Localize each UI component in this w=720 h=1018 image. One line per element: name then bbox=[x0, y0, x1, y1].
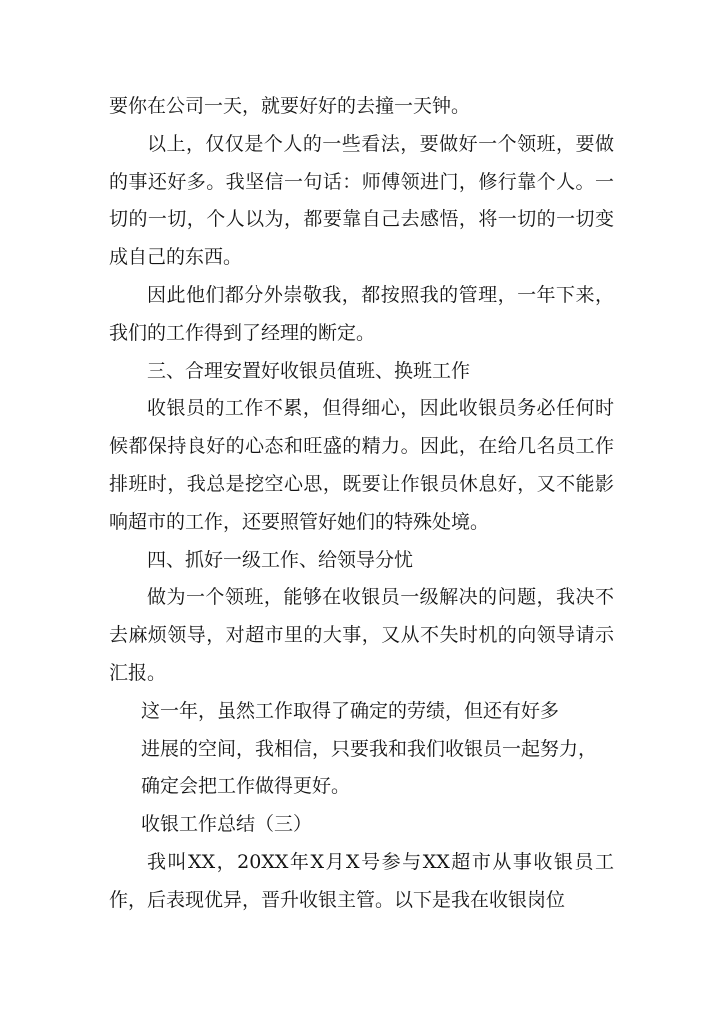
paragraph-supervisor: 做为一个领班，能够在收银员一级解决的问题，我决不去麻烦领导，对超市里的大事，又从不失时机的向领导请示汇报。 bbox=[109, 586, 614, 684]
closing-block bbox=[109, 693, 614, 844]
document-body bbox=[109, 88, 614, 920]
paragraph-respect: 因此他们都分外崇敬我，都按照我的管理，一年下来，我们的工作得到了经理的断定。 bbox=[109, 283, 614, 344]
section-heading-four: 四、抓好一级工作、给领导分忧 bbox=[147, 548, 414, 571]
paragraph-opinion: 以上，仅仅是个人的一些看法，要做好一个领班，要做的事还好多。我坚信一句话：师傅领进门，修行靠个人。一切的一切，个人以为，都要靠自己去感悟，将一切的一切变成自己的东西。 bbox=[109, 132, 614, 269]
closing-line: 进展的空间，我相信，只要我和我们收银员一起努力， bbox=[141, 737, 598, 760]
paragraph-introduction: 我叫XX，20XX年X月X号参与XX超市从事收银员工作，后表现优异，晋升收银主管。以下是我在收银岗位 bbox=[109, 850, 614, 911]
section-heading-three: 三、合理安置好收银员值班、换班工作 bbox=[147, 359, 471, 382]
paragraph-continuation: 要你在公司一天，就要好好的去撞一天钟。 bbox=[109, 95, 471, 117]
summary-title: 收银工作总结（三） bbox=[141, 813, 313, 836]
closing-line: 这一年，虽然工作取得了确定的劳绩，但还有好多 bbox=[141, 699, 560, 722]
paragraph-cashier-work: 收银员的工作不累，但得细心，因此收银员务必任何时候都保持良好的心态和旺盛的精力。因此，在给几名员工作排班时，我总是挖空心思，既要让作银员休息好，又不能影响超市的工作，还要照管好她们的特殊处境。 bbox=[109, 397, 614, 533]
closing-line: 确定会把工作做得更好。 bbox=[141, 775, 351, 798]
